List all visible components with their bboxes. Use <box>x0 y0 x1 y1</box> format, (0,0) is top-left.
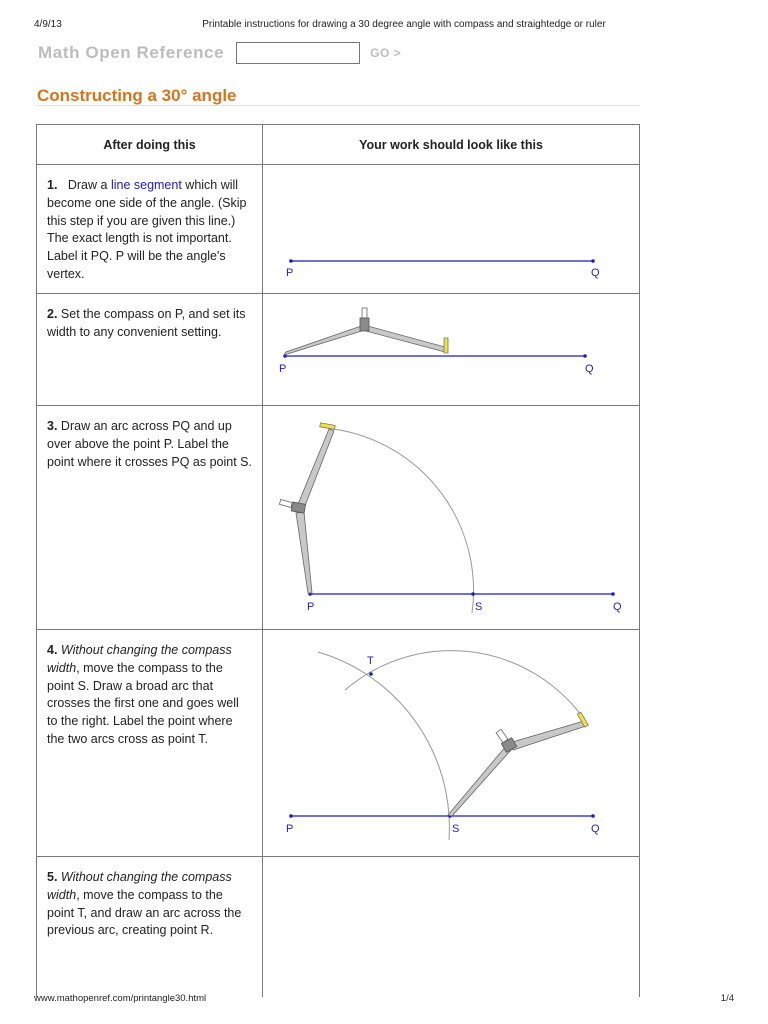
step-emphasis: Without changing the compass width <box>47 870 232 902</box>
step-1-instruction <box>37 165 263 294</box>
column-header-instructions: After doing this <box>37 125 263 165</box>
arc-from-s <box>345 651 581 715</box>
step-number: 4. <box>47 643 58 657</box>
step-number: 1. <box>47 178 58 192</box>
point-q <box>611 592 615 596</box>
label-q: Q <box>585 363 594 375</box>
label-q: Q <box>591 823 600 835</box>
search-input[interactable] <box>236 42 360 64</box>
compass-icon <box>279 423 335 593</box>
point-p <box>289 259 293 263</box>
step-4-figure <box>263 630 640 857</box>
step-5-instruction <box>37 857 263 997</box>
step-4-instruction <box>37 630 263 857</box>
point-q <box>591 814 595 818</box>
arc-from-p <box>333 429 474 613</box>
page-number: 1/4 <box>720 993 734 1004</box>
step-number: 5. <box>47 870 58 884</box>
compass-icon <box>448 712 588 816</box>
footer-url: www.mathopenref.com/printangle30.html <box>34 993 207 1004</box>
print-date: 4/9/13 <box>34 19 62 30</box>
point-q <box>583 354 587 358</box>
step-text: which will become one side of the angle. (Skip this step if you are given this line.) The exact length is not important. Label it PQ. P will be the angle's vertex. <box>47 178 247 281</box>
step-3-figure <box>263 406 640 630</box>
step-text: Set the compass on P, and set its width to any convenient setting. <box>47 307 246 339</box>
site-name-link[interactable]: Math Open Reference <box>38 43 225 62</box>
step-emphasis: Without changing the compass width <box>47 643 232 675</box>
label-p: P <box>279 363 287 375</box>
step-text: Draw an arc across PQ and up over above the point P. Label the point where it crosses PQ as point S. <box>47 419 252 469</box>
point-q <box>591 259 595 263</box>
step-text: , move the compass to the point T, and draw an arc across the previous arc, creating point R. <box>47 887 242 938</box>
steps-table <box>36 124 640 997</box>
site-bar <box>38 40 401 66</box>
compass-icon <box>284 308 448 355</box>
label-s: S <box>475 601 483 613</box>
table-row-step-1 <box>37 165 640 294</box>
step-1-figure <box>263 165 640 294</box>
step-number: 3. <box>47 419 58 433</box>
step-text: Draw a <box>67 178 111 192</box>
table-row-step-5 <box>37 857 640 997</box>
label-s: S <box>452 823 460 835</box>
label-q: Q <box>613 601 622 613</box>
go-button[interactable]: GO > <box>370 46 402 60</box>
page-title: Constructing a 30° angle <box>37 86 237 105</box>
label-p: P <box>286 267 294 279</box>
step-2-instruction <box>37 294 263 406</box>
table-row-step-3 <box>37 406 640 630</box>
step-number: 2. <box>47 307 58 321</box>
label-p: P <box>286 823 294 835</box>
label-t: T <box>367 655 374 667</box>
arc-from-p <box>318 652 449 840</box>
table-row-step-2 <box>37 294 640 406</box>
table-header-row <box>37 125 640 165</box>
title-divider <box>37 105 640 106</box>
print-title: Printable instructions for drawing a 30 degree angle with compass and straightedge or ruler <box>202 19 606 30</box>
point-s <box>471 592 475 596</box>
step-3-instruction <box>37 406 263 630</box>
table-row-step-4 <box>37 630 640 857</box>
print-header <box>34 19 734 33</box>
label-q: Q <box>591 267 600 279</box>
label-p: P <box>307 601 315 613</box>
point-t <box>369 672 373 676</box>
line-segment-link[interactable]: line segment <box>110 178 182 192</box>
step-5-figure <box>263 857 640 997</box>
point-p <box>289 814 293 818</box>
column-header-figure: Your work should look like this <box>263 125 640 165</box>
step-2-figure <box>263 294 640 406</box>
step-text: , move the compass to the point S. Draw a broad arc that crosses the first one and goes well to the right. Label the point where the two arcs cross as point T. <box>47 660 239 746</box>
